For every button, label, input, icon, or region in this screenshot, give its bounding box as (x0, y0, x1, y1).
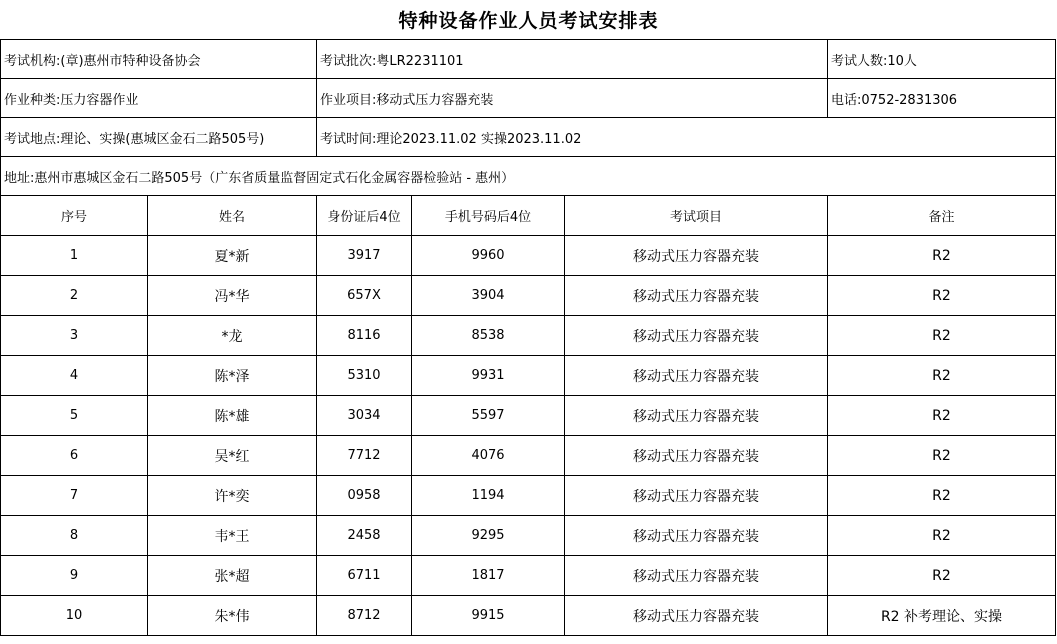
header-phone: 手机号码后4位 (412, 196, 565, 236)
info-row-3 (1, 118, 1056, 157)
table-header-row (1, 196, 1056, 236)
cell-id: 5310 (317, 356, 412, 396)
cell-no: 5 (1, 396, 148, 436)
cell-note: R2 (828, 236, 1056, 276)
exam-org: 考试机构:(章)惠州市特种设备协会 (1, 40, 317, 79)
cell-phone: 9295 (412, 516, 565, 556)
cell-id: 3034 (317, 396, 412, 436)
exam-address: 地址:惠州市惠城区金石二路505号（广东省质量监督固定式石化金属容器检验站 - 惠州） (1, 157, 1056, 196)
cell-phone: 4076 (412, 436, 565, 476)
cell-no: 6 (1, 436, 148, 476)
cell-phone: 8538 (412, 316, 565, 356)
cell-note: R2 (828, 276, 1056, 316)
cell-item: 移动式压力容器充装 (565, 436, 828, 476)
page-title: 特种设备作业人员考试安排表 (398, 9, 659, 32)
cell-name: 冯*华 (148, 276, 317, 316)
table-row (1, 396, 1056, 436)
cell-name: 陈*泽 (148, 356, 317, 396)
cell-phone: 5597 (412, 396, 565, 436)
cell-name: *龙 (148, 316, 317, 356)
table-row (1, 596, 1056, 636)
cell-phone: 9915 (412, 596, 565, 636)
table-row (1, 276, 1056, 316)
cell-id: 3917 (317, 236, 412, 276)
cell-note: R2 (828, 396, 1056, 436)
header-item: 考试项目 (565, 196, 828, 236)
contact-phone: 电话:0752-2831306 (828, 79, 1056, 118)
cell-item: 移动式压力容器充装 (565, 276, 828, 316)
cell-no: 9 (1, 556, 148, 596)
exam-schedule-table (0, 39, 1056, 636)
table-row (1, 236, 1056, 276)
cell-no: 10 (1, 596, 148, 636)
table-row (1, 356, 1056, 396)
cell-phone: 1194 (412, 476, 565, 516)
cell-item: 移动式压力容器充装 (565, 516, 828, 556)
work-project: 作业项目:移动式压力容器充装 (317, 79, 828, 118)
cell-name: 夏*新 (148, 236, 317, 276)
cell-item: 移动式压力容器充装 (565, 236, 828, 276)
info-row-2 (1, 79, 1056, 118)
cell-item: 移动式压力容器充装 (565, 316, 828, 356)
cell-phone: 3904 (412, 276, 565, 316)
table-row (1, 436, 1056, 476)
header-note: 备注 (828, 196, 1056, 236)
cell-name: 张*超 (148, 556, 317, 596)
header-no: 序号 (1, 196, 148, 236)
cell-item: 移动式压力容器充装 (565, 356, 828, 396)
exam-location: 考试地点:理论、实操(惠城区金石二路505号) (1, 118, 317, 157)
cell-no: 4 (1, 356, 148, 396)
cell-note: R2 (828, 356, 1056, 396)
cell-name: 朱*伟 (148, 596, 317, 636)
cell-name: 许*奕 (148, 476, 317, 516)
cell-note: R2 (828, 436, 1056, 476)
cell-note: R2 (828, 476, 1056, 516)
cell-name: 陈*雄 (148, 396, 317, 436)
cell-id: 8712 (317, 596, 412, 636)
cell-phone: 1817 (412, 556, 565, 596)
cell-note: R2 补考理论、实操 (828, 596, 1056, 636)
cell-note: R2 (828, 556, 1056, 596)
header-name: 姓名 (148, 196, 317, 236)
cell-item: 移动式压力容器充装 (565, 396, 828, 436)
cell-id: 0958 (317, 476, 412, 516)
exam-batch: 考试批次:粤LR2231101 (317, 40, 828, 79)
table-row (1, 516, 1056, 556)
header-id: 身份证后4位 (317, 196, 412, 236)
cell-note: R2 (828, 316, 1056, 356)
cell-id: 6711 (317, 556, 412, 596)
exam-count: 考试人数:10人 (828, 40, 1056, 79)
cell-item: 移动式压力容器充装 (565, 476, 828, 516)
table-row (1, 476, 1056, 516)
cell-item: 移动式压力容器充装 (565, 556, 828, 596)
cell-name: 韦*王 (148, 516, 317, 556)
exam-time: 考试时间:理论2023.11.02 实操2023.11.02 (317, 118, 1056, 157)
cell-no: 8 (1, 516, 148, 556)
cell-id: 7712 (317, 436, 412, 476)
work-category: 作业种类:压力容器作业 (1, 79, 317, 118)
table-row (1, 556, 1056, 596)
table-row (1, 316, 1056, 356)
cell-id: 657X (317, 276, 412, 316)
cell-id: 8116 (317, 316, 412, 356)
cell-id: 2458 (317, 516, 412, 556)
cell-no: 7 (1, 476, 148, 516)
cell-item: 移动式压力容器充装 (565, 596, 828, 636)
info-row-1 (1, 40, 1056, 79)
info-row-4 (1, 157, 1056, 196)
cell-phone: 9960 (412, 236, 565, 276)
cell-no: 1 (1, 236, 148, 276)
cell-no: 2 (1, 276, 148, 316)
cell-no: 3 (1, 316, 148, 356)
cell-note: R2 (828, 516, 1056, 556)
cell-phone: 9931 (412, 356, 565, 396)
cell-name: 吴*红 (148, 436, 317, 476)
